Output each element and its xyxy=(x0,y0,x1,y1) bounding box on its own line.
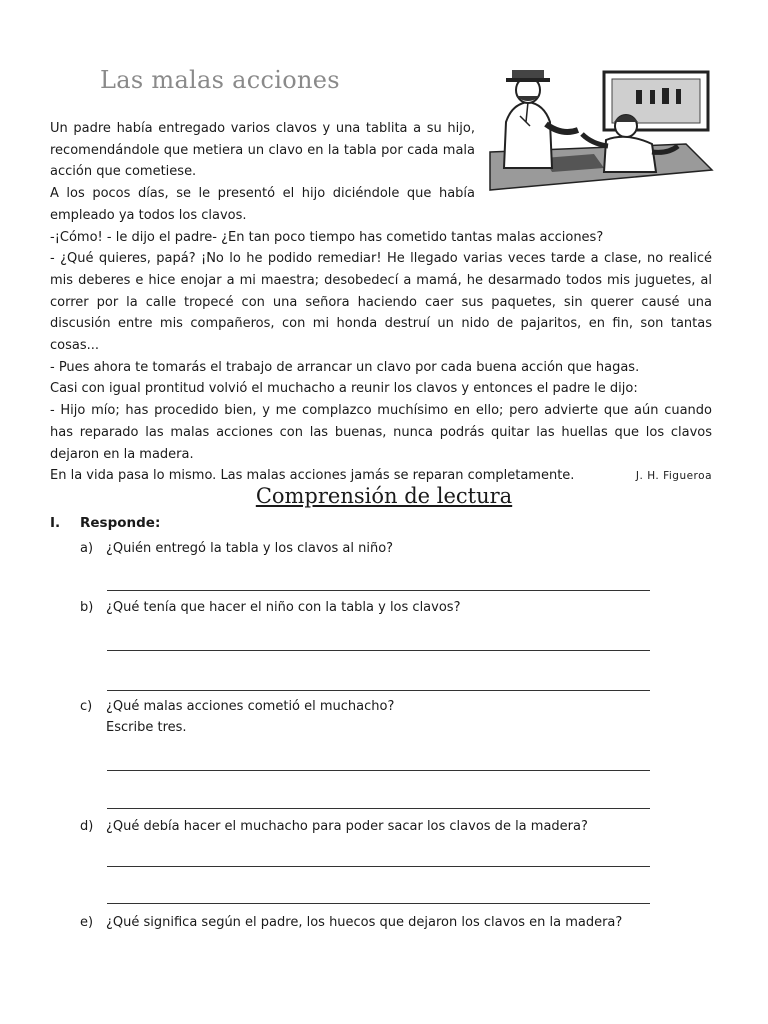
answer-line[interactable] xyxy=(107,650,650,651)
question-subtext: Escribe tres. xyxy=(106,720,187,735)
story-paragraph: - Pues ahora te tomarás el trabajo de arrancar un clavo por cada buena acción que hagas. xyxy=(50,359,640,375)
story-paragraph: - Hijo mío; has procedido bien, y me complazco muchísimo en ello; pero advierte que aún cuando has reparado las malas acciones con las buenas, nunca podrás quitar las huellas que los clavos dejaron en la madera. xyxy=(50,403,712,462)
question-letter: d) xyxy=(80,819,94,834)
section-heading xyxy=(50,515,160,531)
question-d xyxy=(80,816,588,837)
question-a xyxy=(80,538,393,559)
question-letter: c) xyxy=(80,699,93,714)
answer-line[interactable] xyxy=(107,866,650,867)
question-letter: b) xyxy=(80,600,94,615)
answer-line[interactable] xyxy=(107,690,650,691)
story-title: Las malas acciones xyxy=(100,66,340,94)
section-number: I. xyxy=(50,515,61,531)
question-c xyxy=(80,696,394,738)
question-text: ¿Qué malas acciones cometió el muchacho? xyxy=(106,699,395,714)
author-credit: J. H. Figueroa xyxy=(635,470,712,482)
question-text: ¿Qué tenía que hacer el niño con la tabla y los clavos? xyxy=(106,600,461,615)
story-paragraph: En la vida pasa lo mismo. Las malas acciones jamás se reparan completamente. xyxy=(50,468,575,484)
question-text: ¿Qué significa según el padre, los huecos que dejaron los clavos en la madera? xyxy=(106,915,623,930)
story-paragraph: -¡Cómo! - le dijo el padre- ¿En tan poco tiempo has cometido tantas malas acciones? xyxy=(50,229,604,245)
story-paragraph: Casi con igual prontitud volvió el muchacho a reunir los clavos y entonces el padre le dijo: xyxy=(50,381,638,397)
question-b xyxy=(80,597,460,618)
question-letter: a) xyxy=(80,541,94,556)
question-text: ¿Quién entregó la tabla y los clavos al niño? xyxy=(106,541,394,556)
question-e xyxy=(80,912,622,933)
answer-line[interactable] xyxy=(107,770,650,771)
story-text xyxy=(50,118,712,487)
question-letter: e) xyxy=(80,915,94,930)
comprehension-title: Comprensión de lectura xyxy=(255,484,513,508)
story-paragraph: - ¿Qué quieres, papá? ¡No lo he podido remediar! He llegado varias veces tarde a clase, no realicé mis deberes e hice enojar a mi maestra; desobedecí a mamá, he desarmado todos mis juguetes, al correr por la calle tropecé con una señora haciendo caer sus paquetes, sin querer causé una discusión entre mis compañeros, con mi honda destruí un nido de pajaritos, en fin, son tantas cosas... xyxy=(50,251,712,354)
story-paragraph: A los pocos días, se le presentó el hijo diciéndole que había empleado ya todos los clavos. xyxy=(50,186,475,223)
answer-line[interactable] xyxy=(107,808,650,809)
answer-line[interactable] xyxy=(107,590,650,591)
question-text: ¿Qué debía hacer el muchacho para poder sacar los clavos de la madera? xyxy=(106,819,588,834)
section-label: Responde: xyxy=(80,515,161,531)
story-paragraph: Un padre había entregado varios clavos y una tablita a su hijo, recomendándole que metiera un clavo en la tabla por cada mala acción que cometiese. xyxy=(50,121,475,180)
answer-line[interactable] xyxy=(107,903,650,904)
